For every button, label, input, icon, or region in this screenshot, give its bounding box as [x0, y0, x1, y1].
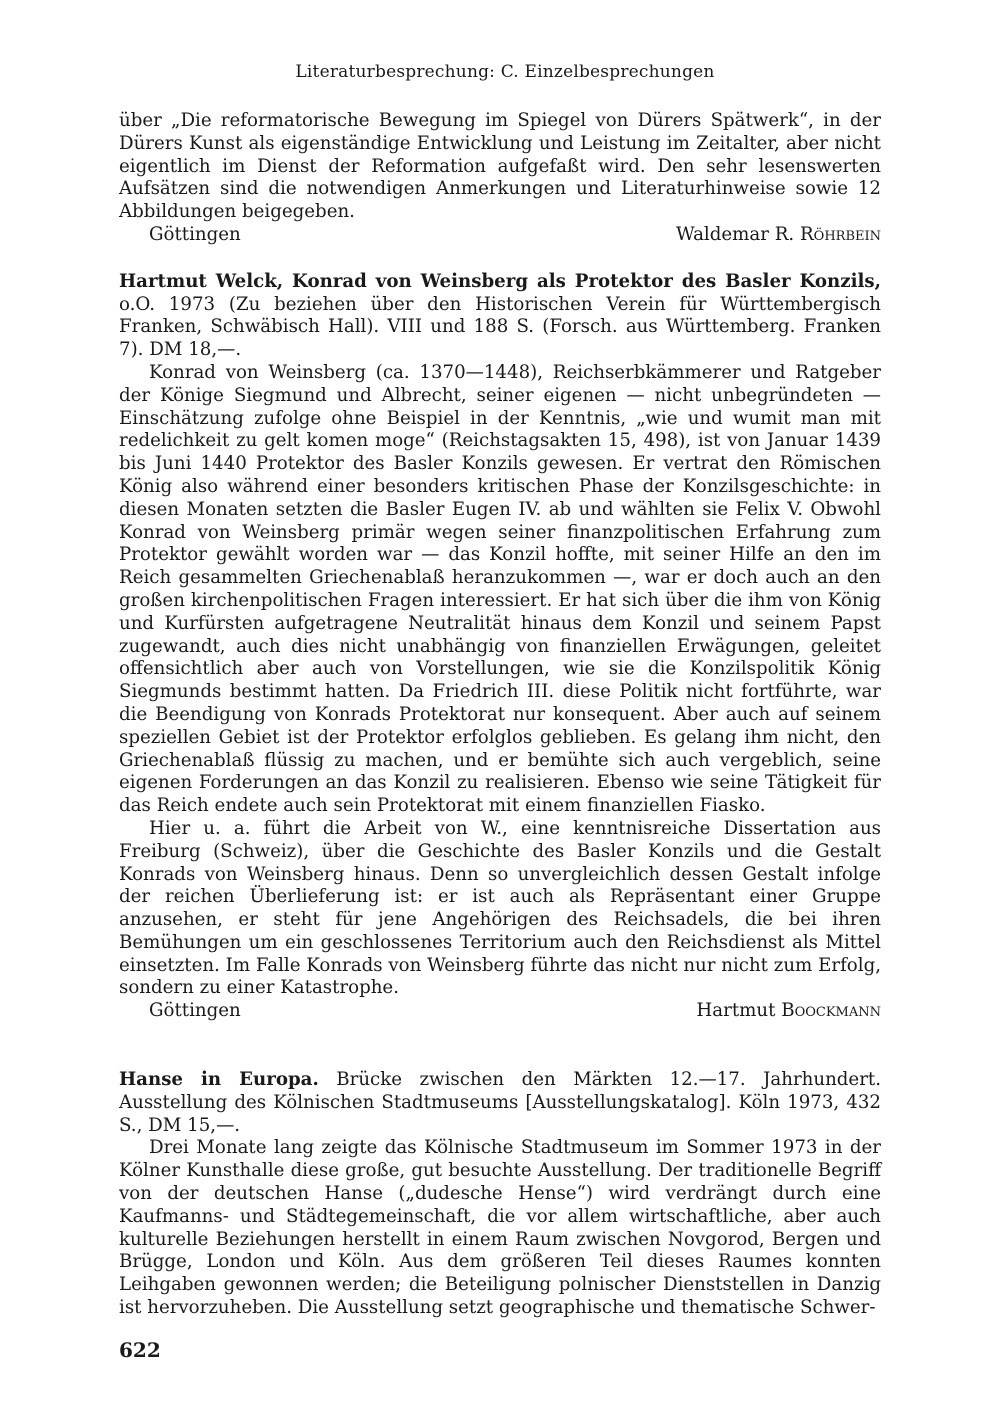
running-head: Literaturbesprechung: C. Einzelbesprechungen — [295, 62, 715, 82]
review1-signature — [119, 224, 881, 247]
review2-signature — [119, 1000, 881, 1023]
review1-reviewer: Waldemar R. Röhrbein — [675, 223, 881, 245]
review2-paragraph-1: Konrad von Weinsberg (ca. 1370—1448), Reichserbkämmerer und Ratgeber der Könige Siegmund und Albrecht, seiner eigenen — nicht unbegründeten — Einschätzung zufolge ohne Beispiel in der Kenntnis, „wie und wumit man mit redelichkeit zu gelt komen moge“ (Reichstagsakten 15, 498), ist von Januar 1439 bis Juni 1440 Protektor des Basler Konzils gewesen. Er vertrat den Römischen König also während einer besonders kritischen Phase der Konzilsgeschichte: in diesen Monaten setzten die Basler Eugen IV. ab und wählten sie Felix V. Obwohl Konrad von Weinsberg primär wegen seiner finanzpolitischen Erfahrung zum Protektor gewählt worden war — das Konzil hoffte, mit seiner Hilfe an den im Reich gesammelten Griechenablaß heranzukommen —, war er doch auch an den großen kirchenpolitischen Fragen interessiert. Er hat sich über die ihm von König und Kurfürsten aufgetragene Neutralität hinaus dem Konzil und seinem Papst zugewandt, auch dies nicht unabhängig von finanziellen Erwägungen, geleitet offensichtlich aber auch von Vorstellungen, wie sie die Konzilspolitik König Siegmunds bestimmt hatten. Da Friedrich III. diese Politik nicht fortführte, war die Beendigung von Konrads Protektorat nur konsequent. Aber auch auf seinem speziellen Gebiet ist der Protektor erfolglos geblieben. Es gelang ihm nicht, den Griechenablaß flüssig zu machen, und er bemühte sich auch vergeblich, seine eigenen Forderungen an das Konzil zu realisieren. Ebenso wie seine Tätigkeit für das Reich endete auch sein Protektorat mit einem finanziellen Fiasko. — [119, 361, 881, 817]
page-number: 622 — [119, 1338, 161, 1362]
review2-biblio: o.O. 1973 (Zu beziehen über den Historischen Verein für Württembergisch Franken, Schwäbisch Hall). VIII und 188 S. (Forsch. aus Württemberg. Franken 7). DM 18,—. — [119, 293, 881, 361]
review3-title: Hanse in Europa. — [119, 1069, 319, 1091]
review3-heading — [119, 1069, 881, 1137]
review1-place: Göttingen — [149, 223, 241, 245]
review2-place: Göttingen — [149, 1000, 241, 1022]
review2-reviewer: Hartmut Boockmann — [696, 1000, 881, 1022]
review1-reviewer-surname: Röhrbein — [799, 223, 881, 245]
review3-paragraph-1: Drei Monate lang zeigte das Kölnische Stadtmuseum im Sommer 1973 in der Kölner Kunsthalle diese große, gut besuchte Ausstellung. Der traditionelle Begriff von der deutschen Hanse („dudesche Hense“) wird verdrängt durch eine Kaufmanns- und Städtegemeinschaft, die vor allem wirtschaftliche, aber auch kulturelle Beziehungen herstellt in einem Raum zwischen Novgorod, Bergen und Brügge, London und Köln. Aus dem größeren Teil dieses Raumes konnten Leihgaben gewonnen werden; die Beteiligung polnischer Dienststellen in Danzig ist hervorzuheben. Die Ausstellung setzt geographische und thematische Schwer- — [119, 1137, 881, 1319]
review2-paragraph-2: Hier u. a. führt die Arbeit von W., eine kenntnisreiche Dissertation aus Freiburg (Schweiz), über die Geschichte des Basler Konzils und die Gestalt Konrads von Weinsberg hinaus. Denn so unvergleichlich dessen Gestalt infolge der reichen Überlieferung ist: er ist auch als Repräsentant einer Gruppe anzusehen, er steht für jene Angehörigen des Reichsadels, die bei ihren Bemühungen um ein geschlossenes Territorium auch den Reichsdienst als Mittel einsetzten. Im Falle Konrads von Weinsberg führte das nicht nur nicht zum Erfolg, sondern zu einer Katastrophe. — [119, 817, 881, 999]
review2-heading — [119, 271, 881, 362]
review1-text: über „Die reformatorische Bewegung im Spiegel von Dürers Spätwerk“, in der Dürers Kunst als eigenständige Entwicklung und Leistung im Zeitalter, aber nicht eigentlich im Dienst der Reformation aufgefaßt wird. Den sehr lesenswerten Aufsätzen sind die notwendigen Anmerkungen und Literaturhinweise sowie 12 Abbildungen beigegeben. — [119, 110, 881, 223]
review2-reviewer-surname: Boockmann — [781, 1000, 881, 1022]
review2-title: Hartmut Welck, Konrad von Weinsberg als Protektor des Basler Konzils, — [119, 270, 881, 292]
page-body — [119, 62, 881, 1320]
review3-biblio: Brücke zwischen den Märkten 12.—17. Jahrhundert. Ausstellung des Kölnischen Stadtmuseums [Ausstellungskatalog]. Köln 1973, 432 S., DM 15,—. — [119, 1069, 881, 1136]
